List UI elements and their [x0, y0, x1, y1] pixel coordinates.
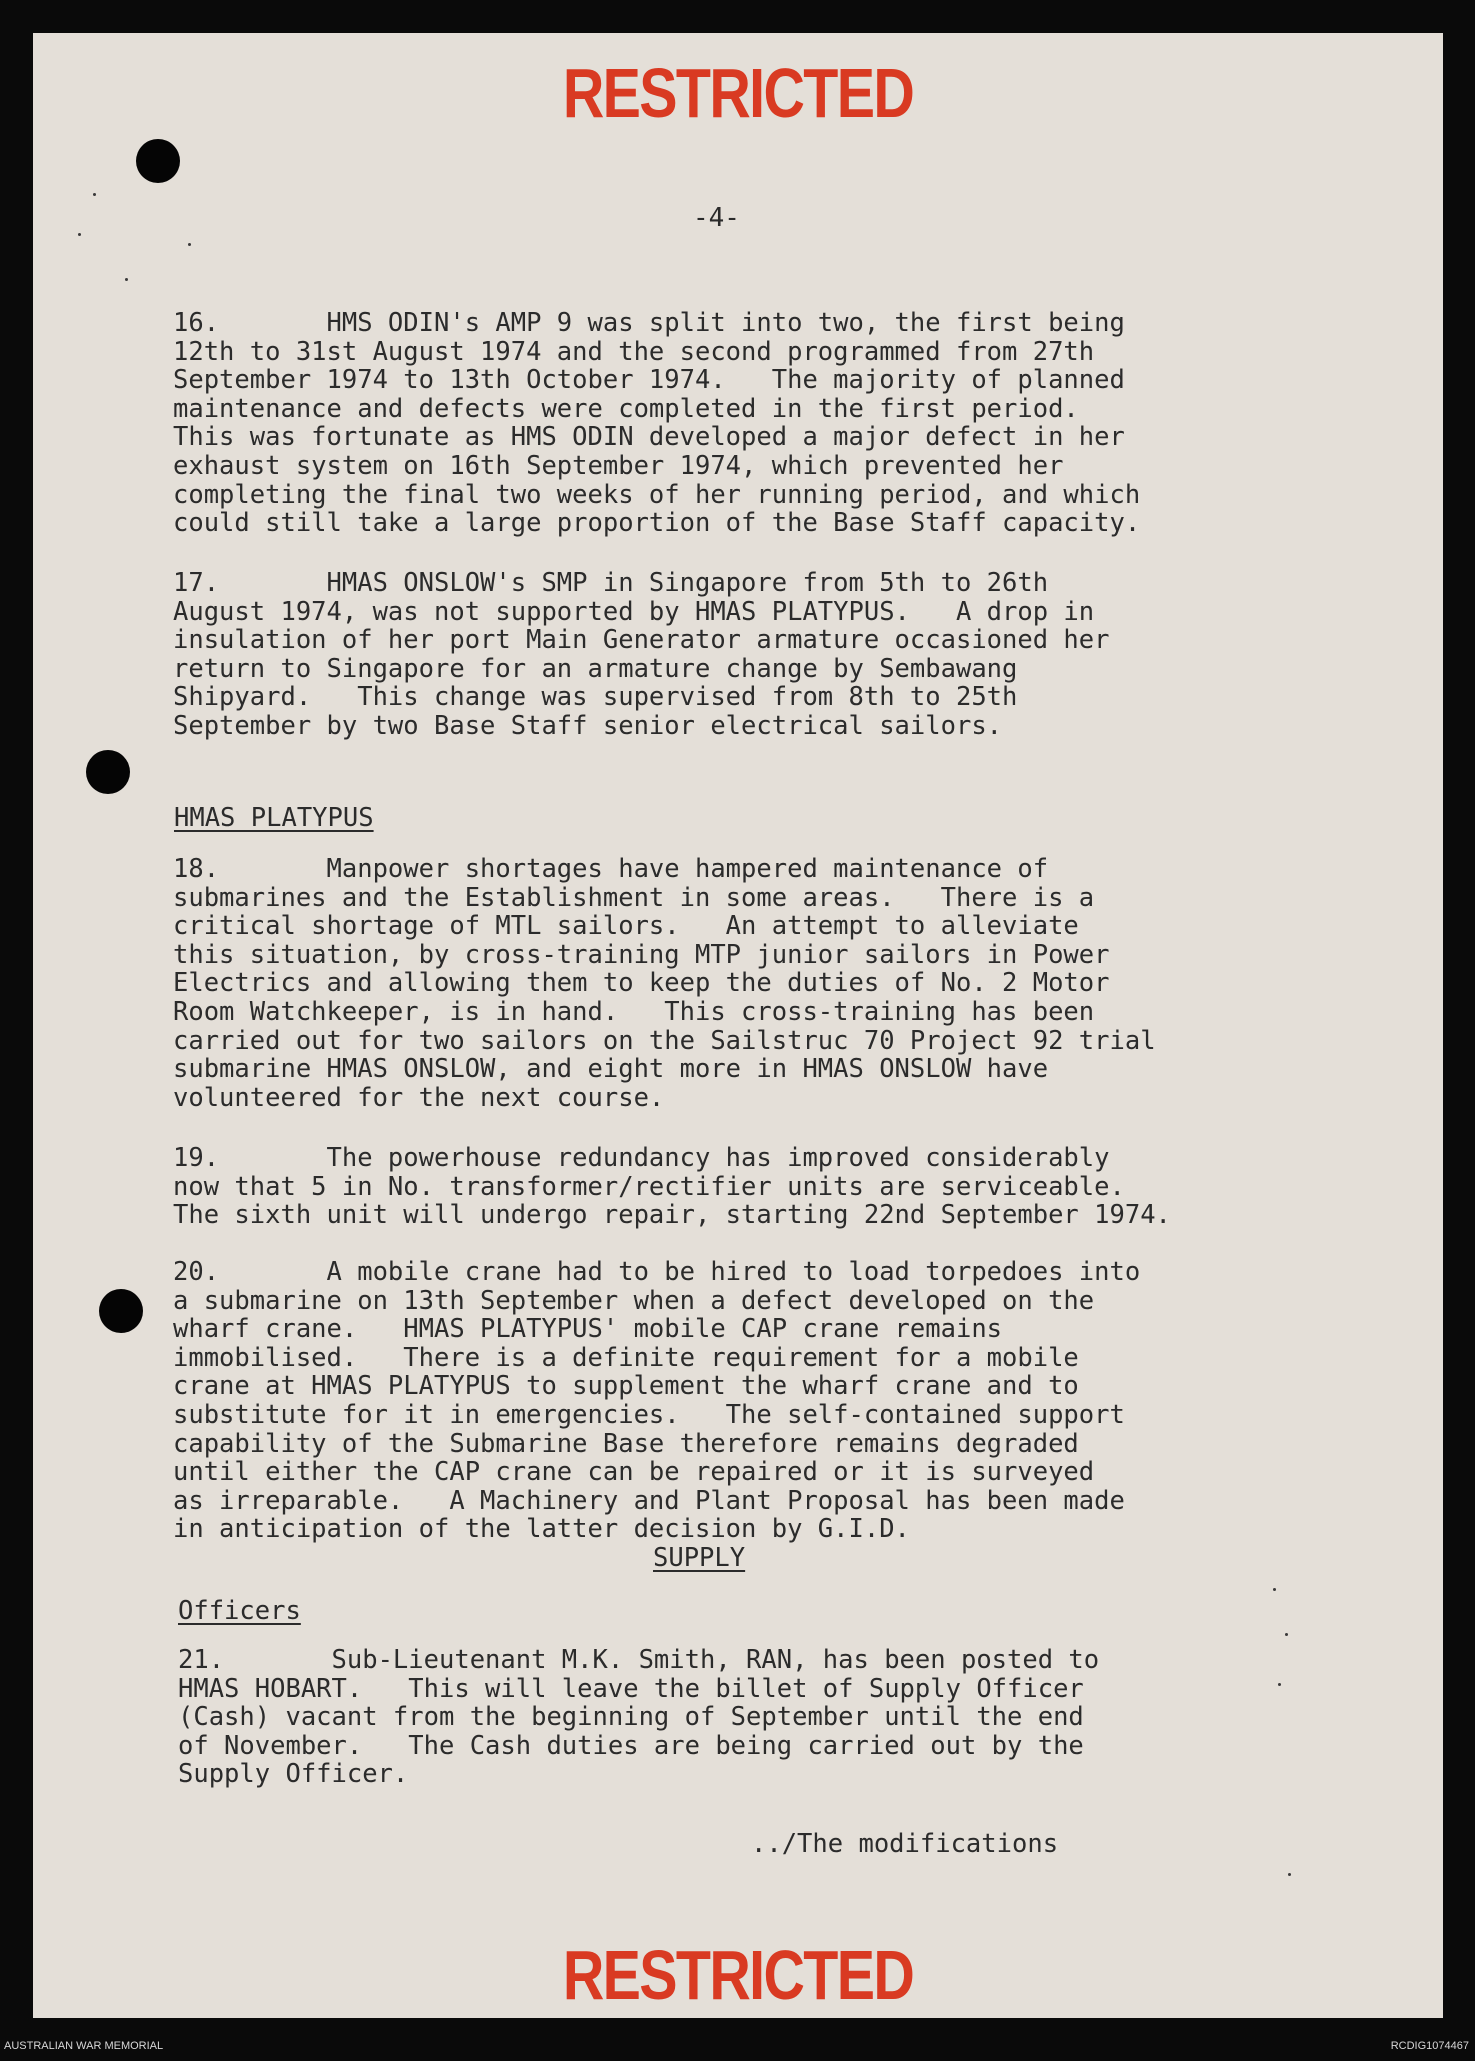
footer-institution: AUSTRALIAN WAR MEMORIAL — [4, 2040, 164, 2052]
heading-officers: Officers — [178, 1596, 301, 1626]
ink-speck — [125, 278, 128, 281]
paragraph-17: 17. HMAS ONSLOW's SMP in Singapore from 5th to 26th August 1974, was not supported by HMAS PLATYPUS. A drop in insulation of her port Main Generator armature occasioned her return to Singapore for an armature change by Sembawang Shipyard. This change was supervised from 8th to 25th September by two Base Staff senior electrical sailors. — [173, 568, 1110, 741]
footer-record-id: RCDIG1074467 — [1390, 2040, 1469, 2052]
ink-speck — [93, 193, 96, 196]
restricted-stamp-bottom: RESTRICTED — [562, 1936, 914, 2014]
ink-speck — [1285, 1633, 1288, 1636]
ink-speck — [78, 233, 81, 236]
page-number: -4- — [693, 203, 740, 233]
punch-hole-middle — [86, 750, 130, 794]
heading-supply: SUPPLY — [653, 1543, 746, 1573]
ink-speck — [1288, 1873, 1291, 1876]
continuation-text: ../The modifications — [751, 1829, 1059, 1859]
punch-hole-bottom — [99, 1289, 143, 1333]
paragraph-20: 20. A mobile crane had to be hired to load torpedoes into a submarine on 13th September when a defect developed on the wharf crane. HMAS PLATYPUS' mobile CAP crane remains immobilised. There is a definite requirement for a mobile crane at HMAS PLATYPUS to supplement the wharf crane and to substitute for it in emergencies. The self-contained support capability of the Submarine Base therefore remains degraded until either the CAP crane can be repaired or it is surveyed as irreparable. A Machinery and Plant Proposal has been made in anticipation of the latter decision by G.I.D. — [173, 1257, 1141, 1545]
document-page — [33, 33, 1443, 2018]
heading-hmas-platypus: HMAS PLATYPUS — [174, 803, 374, 833]
paragraph-18: 18. Manpower shortages have hampered maintenance of submarines and the Establishment in some areas. There is a critical shortage of MTL sailors. An attempt to alleviate this situation, by cross-training MTP junior sailors in Power Electrics and allowing them to keep the duties of No. 2 Motor Room Watchkeeper, is in hand. This cross-training has been carried out for two sailors on the Sailstruc 70 Project 92 trial submarine HMAS ONSLOW, and eight more in HMAS ONSLOW have volunteered for the next course. — [173, 854, 1156, 1113]
paragraph-16: 16. HMS ODIN's AMP 9 was split into two, the first being 12th to 31st August 1974 and the second programmed from 27th September 1974 to 13th October 1974. The majority of planned maintenance and defects were completed in the first period. This was fortunate as HMS ODIN developed a major defect in her exhaust system on 16th September 1974, which prevented her completing the final two weeks of her running period, and which could still take a large proportion of the Base Staff capacity. — [173, 308, 1141, 539]
ink-speck — [1273, 1588, 1276, 1591]
paragraph-21: 21. Sub-Lieutenant M.K. Smith, RAN, has been posted to HMAS HOBART. This will leave the billet of Supply Officer (Cash) vacant from the beginning of September until the end of November. The Cash duties are being carried out by the Supply Officer. — [178, 1645, 1100, 1790]
ink-speck — [1278, 1683, 1281, 1686]
restricted-stamp-top: RESTRICTED — [562, 54, 914, 132]
paragraph-19: 19. The powerhouse redundancy has improved considerably now that 5 in No. transformer/rectifier units are serviceable. The sixth unit will undergo repair, starting 22nd September 1974. — [173, 1143, 1171, 1231]
punch-hole-top — [136, 139, 180, 183]
ink-speck — [188, 243, 191, 246]
